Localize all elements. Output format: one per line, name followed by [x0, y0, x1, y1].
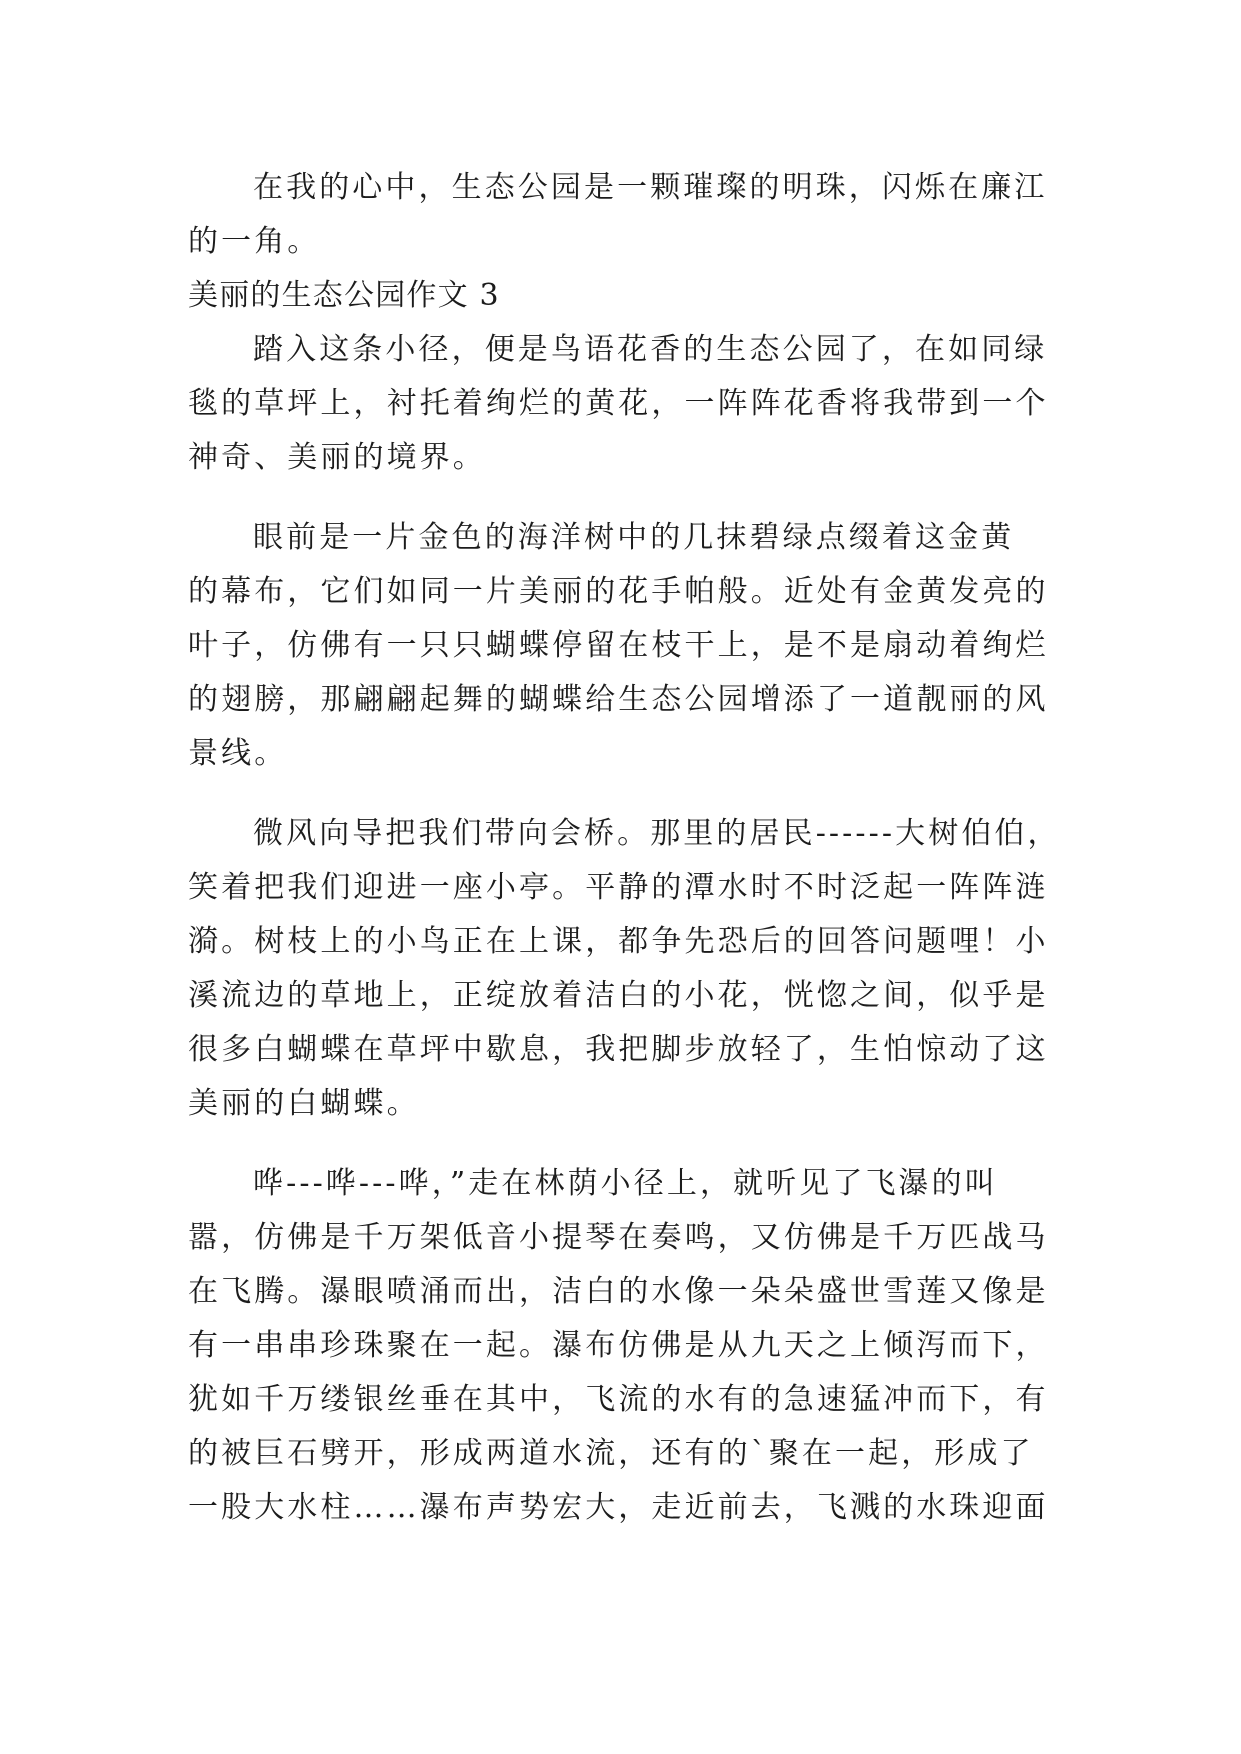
- section-heading: 美丽的生态公园作文 3: [188, 278, 500, 313]
- paragraph-line: 的幕布，它们如同一片美丽的花手帕般。近处有金黄发亮的: [188, 574, 1049, 609]
- paragraph-line: 嚣，仿佛是千万架低音小提琴在奏鸣，又仿佛是千万匹战马: [188, 1220, 1049, 1255]
- paragraph-line: 美丽的白蝴蝶。: [188, 1086, 420, 1121]
- paragraph-line: 景线。: [188, 736, 288, 771]
- paragraph-line: 微风向导把我们带向会桥。那里的居民------大树伯伯，: [253, 816, 1061, 851]
- paragraph-line: 的翅膀，那翩翩起舞的蝴蝶给生态公园增添了一道靓丽的风: [188, 682, 1049, 717]
- paragraph-line: 踏入这条小径，便是鸟语花香的生态公园了，在如同绿: [253, 332, 1048, 367]
- paragraph-line: 在飞腾。瀑眼喷涌而出，洁白的水像一朵朵盛世雪莲又像是: [188, 1274, 1049, 1309]
- paragraph-line: 很多白蝴蝶在草坪中歇息，我把脚步放轻了，生怕惊动了这: [188, 1032, 1049, 1067]
- paragraph-line: 的被巨石劈开，形成两道水流，还有的`聚在一起，形成了: [188, 1436, 1034, 1471]
- paragraph-line: 眼前是一片金色的海洋树中的几抹碧绿点缀着这金黄: [253, 520, 1015, 555]
- paragraph-line: 哗---哗---哗，”走在林荫小径上，就听见了飞瀑的叫: [253, 1166, 998, 1201]
- paragraph-line: 在我的心中，生态公园是一颗璀璨的明珠，闪烁在廉江: [253, 170, 1048, 205]
- paragraph-line: 笑着把我们迎进一座小亭。平静的潭水时不时泛起一阵阵涟: [188, 870, 1049, 905]
- paragraph-line: 犹如千万缕银丝垂在其中，飞流的水有的急速猛冲而下，有: [188, 1382, 1049, 1417]
- paragraph-line: 毯的草坪上，衬托着绚烂的黄花，一阵阵花香将我带到一个: [188, 386, 1049, 421]
- paragraph-line: 溪流边的草地上，正绽放着洁白的小花，恍惚之间，似乎是: [188, 978, 1049, 1013]
- paragraph-line: 一股大水柱……瀑布声势宏大，走近前去，飞溅的水珠迎面: [188, 1490, 1049, 1525]
- paragraph-line: 叶子，仿佛有一只只蝴蝶停留在枝干上，是不是扇动着绚烂: [188, 628, 1049, 663]
- paragraph-line: 漪。树枝上的小鸟正在上课，都争先恐后的回答问题哩！小: [188, 924, 1049, 959]
- paragraph-line: 神奇、美丽的境界。: [188, 440, 486, 475]
- paragraph-line: 的一角。: [188, 224, 321, 259]
- paragraph-line: 有一串串珍珠聚在一起。瀑布仿佛是从九天之上倾泻而下，: [188, 1328, 1049, 1363]
